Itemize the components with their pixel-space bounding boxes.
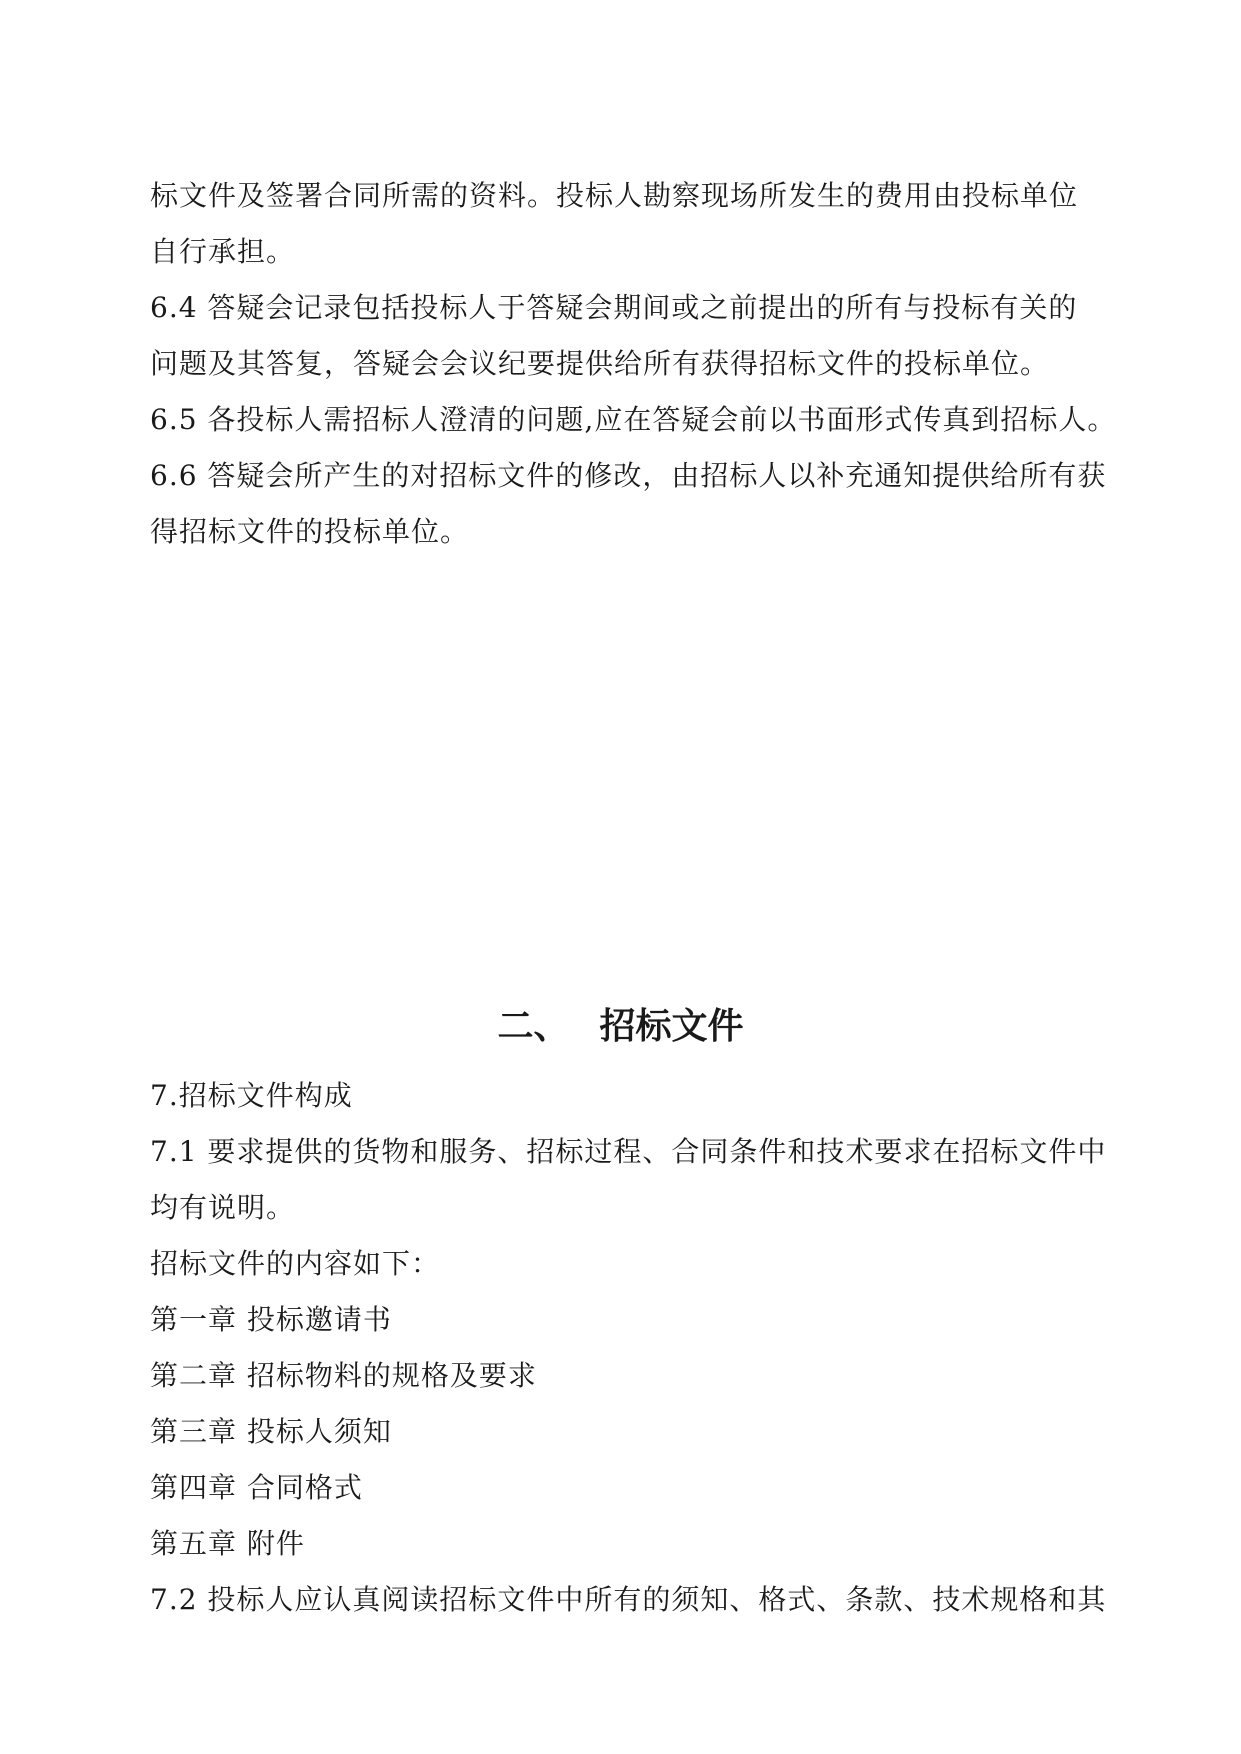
paragraph-line: 得招标文件的投标单位。 [150,515,470,548]
heading-title: 招标文件 [599,1006,744,1047]
chapter-item: 第三章 投标人须知 [150,1415,392,1448]
contents-intro: 招标文件的内容如下： [150,1247,441,1280]
clause-6-4-line: 6.4 答疑会记录包括投标人于答疑会期间或之前提出的所有与投标有关的 [150,291,1078,324]
clause-7-1-line: 7.1 要求提供的货物和服务、招标过程、合同条件和技术要求在招标文件中 [150,1135,1107,1168]
paragraph-line: 问题及其答复，答疑会会议纪要提供给所有获得招标文件的投标单位。 [150,347,1050,380]
paragraph-line: 均有说明。 [150,1191,296,1224]
paragraph-line: 标文件及签署合同所需的资料。投标人勘察现场所发生的费用由投标单位 [150,179,1079,212]
chapter-item: 第一章 投标邀请书 [150,1303,392,1336]
heading-number: 二、 [497,1006,570,1047]
chapter-item: 第二章 招标物料的规格及要求 [150,1359,537,1392]
clause-6-6-line: 6.6 答疑会所产生的对招标文件的修改，由招标人以补充通知提供给所有获 [150,459,1107,492]
section-heading [0,1005,1241,1049]
clause-7-title: 7.招标文件构成 [150,1079,353,1112]
clause-7-2-line: 7.2 投标人应认真阅读招标文件中所有的须知、格式、条款、技术规格和其 [150,1583,1107,1616]
paragraph-line: 自行承担。 [150,235,296,268]
chapter-item: 第四章 合同格式 [150,1471,363,1504]
chapter-item: 第五章 附件 [150,1527,305,1560]
clause-6-5-line: 6.5 各投标人需招标人澄清的问题,应在答疑会前以书面形式传真到招标人。 [150,403,1117,436]
